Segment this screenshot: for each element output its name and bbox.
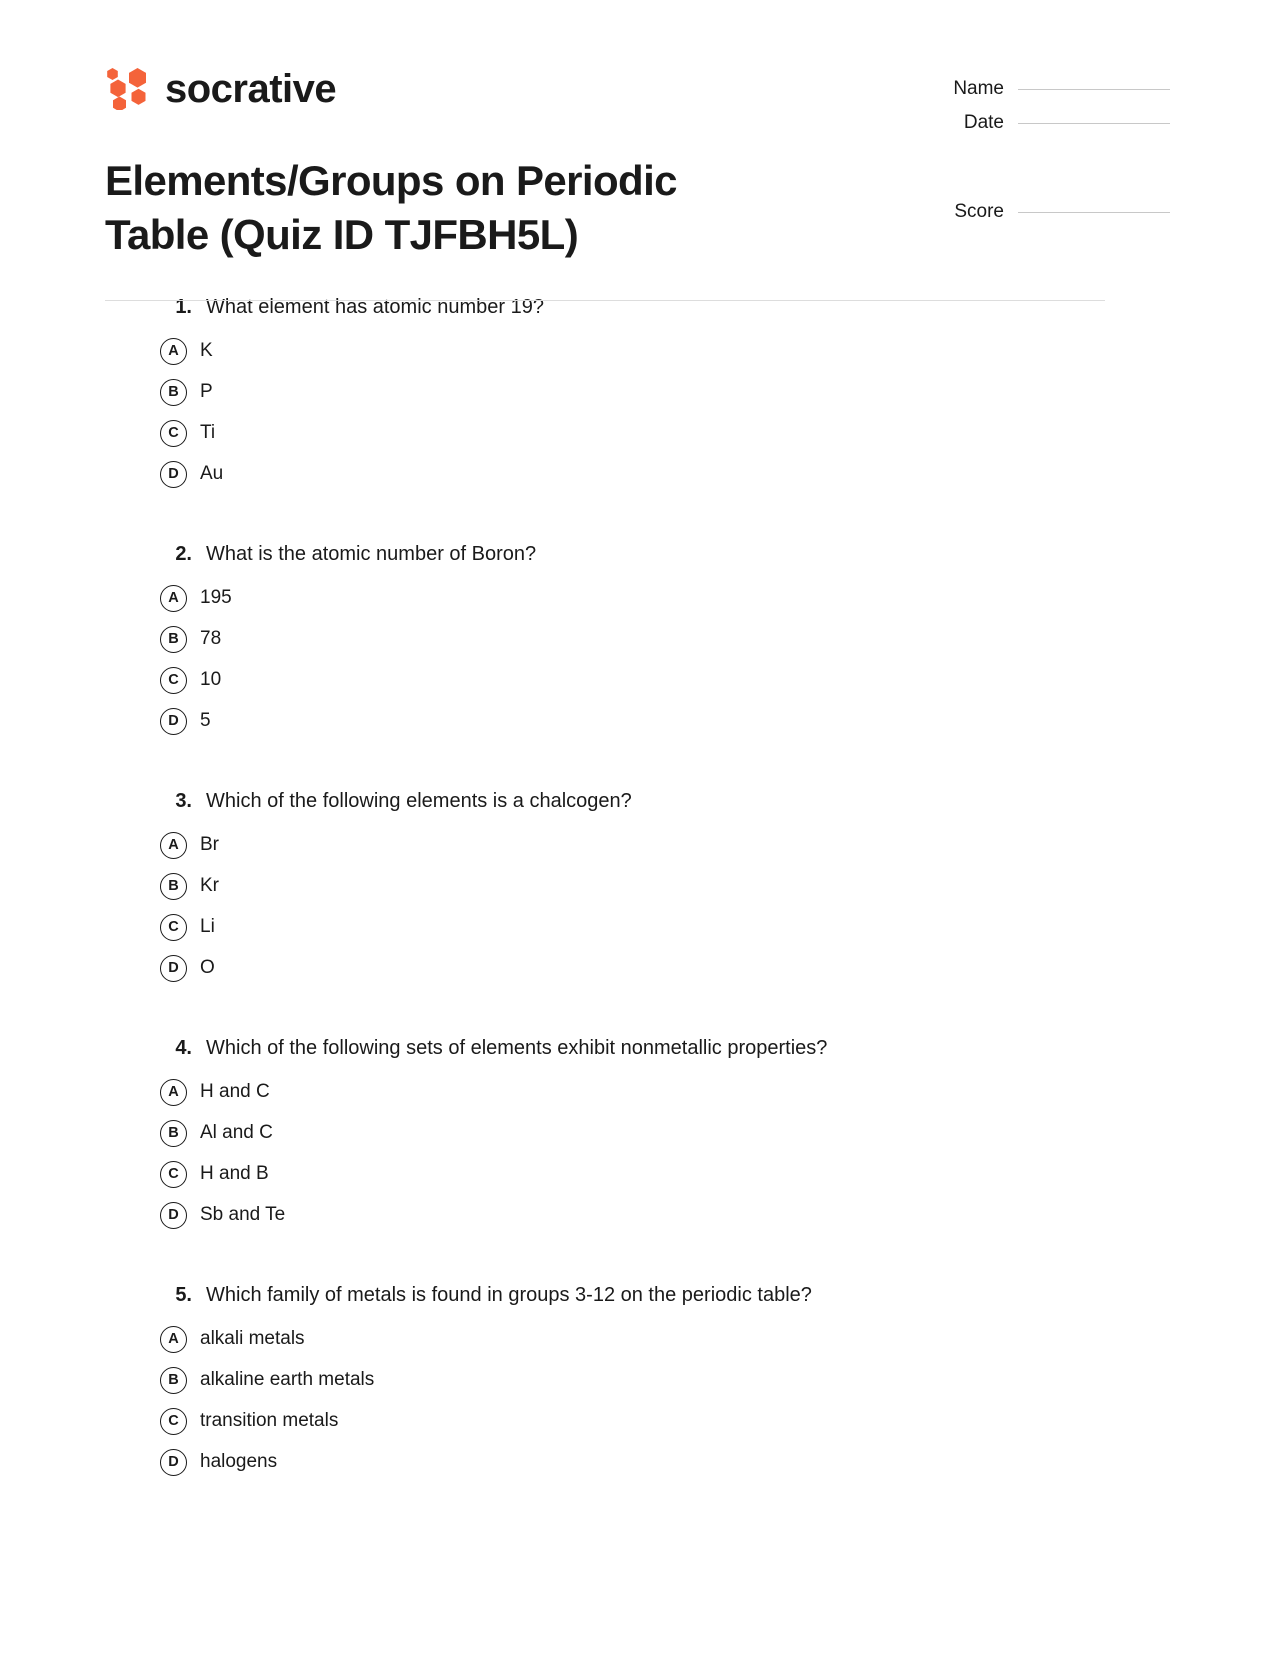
answer-bubble-d[interactable]: D: [160, 955, 187, 982]
question-header: [105, 541, 1170, 568]
question-text: Which family of metals is found in groups 3-12 on the periodic table?: [206, 1283, 812, 1306]
answer-choice-label: Sb and Te: [200, 1203, 286, 1225]
answer-choice[interactable]: [105, 866, 1170, 907]
date-field-label: Date: [963, 112, 1004, 133]
answer-bubble-c[interactable]: C: [160, 914, 187, 941]
name-field-label: Name: [953, 78, 1004, 99]
question-text: Which of the following elements is a chalcogen?: [206, 789, 632, 812]
answer-bubble-a[interactable]: A: [160, 585, 187, 612]
question-number: 1.: [175, 295, 192, 318]
answer-bubble-d[interactable]: D: [160, 1202, 187, 1229]
answer-choice-label: Al and C: [200, 1121, 273, 1143]
page-header: [0, 0, 1275, 262]
student-info-fields: [915, 60, 1170, 235]
question-header: [105, 294, 1170, 321]
brand-and-title: [105, 60, 805, 262]
socrative-hexagon-logo-icon: [105, 66, 149, 110]
answer-choice[interactable]: [105, 701, 1170, 742]
answer-choice-label: alkali metals: [200, 1327, 305, 1349]
answer-choice[interactable]: [105, 619, 1170, 660]
question-header: [105, 1282, 1170, 1309]
question-header: [105, 788, 1170, 815]
question-number: 3.: [175, 789, 192, 812]
answer-bubble-c[interactable]: C: [160, 667, 187, 694]
question-item: [105, 788, 1170, 989]
answer-bubble-a[interactable]: A: [160, 832, 187, 859]
answer-choice[interactable]: [105, 578, 1170, 619]
date-field-row: [915, 112, 1170, 134]
answer-bubble-a[interactable]: A: [160, 1079, 187, 1106]
answer-choice-label: 10: [200, 668, 222, 690]
answer-choice[interactable]: [105, 907, 1170, 948]
brand-name: socrative: [165, 67, 337, 111]
answer-bubble-c[interactable]: C: [160, 1408, 187, 1435]
answer-choice-label: Kr: [200, 874, 219, 896]
answer-choice-label: K: [200, 339, 213, 361]
answer-bubble-b[interactable]: B: [160, 626, 187, 653]
question-item: [105, 1282, 1170, 1483]
answer-bubble-a[interactable]: A: [160, 338, 187, 365]
answer-choice-label: alkaline earth metals: [200, 1368, 375, 1390]
answer-choice[interactable]: [105, 1195, 1170, 1236]
answer-choice[interactable]: [105, 660, 1170, 701]
socrative-logo: [105, 60, 805, 116]
question-number: 2.: [175, 542, 192, 565]
answer-bubble-c[interactable]: C: [160, 1161, 187, 1188]
answer-choice-label: H and B: [200, 1162, 269, 1184]
answer-bubble-d[interactable]: D: [160, 1449, 187, 1476]
questions-list: [0, 294, 1275, 1483]
answer-bubble-b[interactable]: B: [160, 1367, 187, 1394]
answer-choice[interactable]: [105, 454, 1170, 495]
answer-choice[interactable]: [105, 1401, 1170, 1442]
header-divider: [105, 300, 1105, 301]
answer-choice-label: Au: [200, 462, 224, 484]
answer-bubble-d[interactable]: D: [160, 708, 187, 735]
answer-choice[interactable]: [105, 1072, 1170, 1113]
answer-bubble-b[interactable]: B: [160, 873, 187, 900]
answer-choice[interactable]: [105, 1154, 1170, 1195]
answer-choice-label: 78: [200, 627, 222, 649]
answer-choice[interactable]: [105, 331, 1170, 372]
page-title: Elements/Groups on Periodic Table (Quiz ID TJFBH5L): [105, 157, 677, 258]
answer-choice-label: Br: [200, 833, 219, 855]
answer-choice-label: halogens: [200, 1450, 278, 1472]
answer-choice-label: H and C: [200, 1080, 270, 1102]
question-number: 5.: [175, 1283, 192, 1306]
answer-choice[interactable]: [105, 372, 1170, 413]
question-header: [105, 1035, 1170, 1062]
question-text: What element has atomic number 19?: [206, 295, 544, 318]
answer-choice-label: Li: [200, 915, 215, 937]
question-item: [105, 541, 1170, 742]
score-input-line[interactable]: [1018, 212, 1170, 213]
question-item: [105, 1035, 1170, 1236]
answer-choice[interactable]: [105, 1360, 1170, 1401]
answer-choice[interactable]: [105, 1319, 1170, 1360]
answer-choice-label: P: [200, 380, 213, 402]
answer-choice[interactable]: [105, 948, 1170, 989]
answer-choice[interactable]: [105, 413, 1170, 454]
answer-choice[interactable]: [105, 1442, 1170, 1483]
name-field-row: [915, 78, 1170, 100]
answer-bubble-a[interactable]: A: [160, 1326, 187, 1353]
question-text: What is the atomic number of Boron?: [206, 542, 537, 565]
answer-choice-label: 5: [200, 709, 211, 731]
question-text: Which of the following sets of elements exhibit nonmetallic properties?: [206, 1036, 828, 1059]
answer-choice[interactable]: [105, 825, 1170, 866]
score-field-label: Score: [954, 201, 1004, 222]
answer-choice-label: O: [200, 956, 215, 978]
answer-choice-label: transition metals: [200, 1409, 339, 1431]
answer-choice[interactable]: [105, 1113, 1170, 1154]
question-number: 4.: [175, 1036, 192, 1059]
answer-choice-label: Ti: [200, 421, 216, 443]
question-item: [105, 294, 1170, 495]
answer-bubble-b[interactable]: B: [160, 1120, 187, 1147]
answer-choice-label: 195: [200, 586, 232, 608]
answer-bubble-d[interactable]: D: [160, 461, 187, 488]
date-input-line[interactable]: [1018, 123, 1170, 124]
answer-bubble-b[interactable]: B: [160, 379, 187, 406]
answer-bubble-c[interactable]: C: [160, 420, 187, 447]
name-input-line[interactable]: [1018, 89, 1170, 90]
score-field-row: [915, 201, 1170, 223]
